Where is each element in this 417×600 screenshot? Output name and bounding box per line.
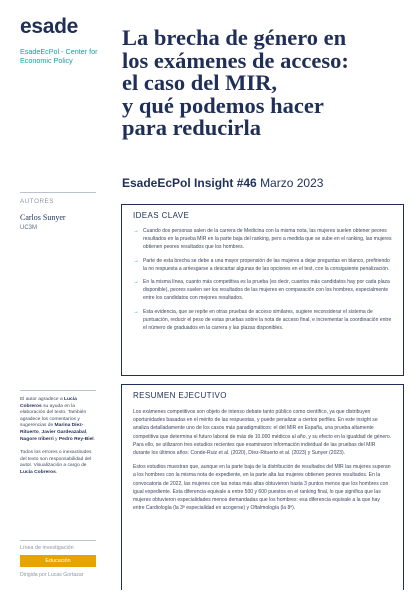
key-ideas-box [121,204,404,376]
list-item [133,227,392,252]
ack-person: Nagore Iriberri [20,436,54,442]
insight-line [122,176,323,190]
list-item-text: En la misma línea, cuanto más competitiva es la prueba (es decir, cuantos más candidatos hay por cada plaza disponible), peores suelen ser los resultados de las mujeres en comparación con los hombres, especialmente entre los candidatos con mejores resultados. [143,279,390,302]
list-item-text: Cuando dos personas salen de la carrera de Medicina con la misma nota, las mujeres suelen obtener peores resultados en la prueba MIR en la parte baja del ranking, pero a medida que se sube en el ranking, las mujeres obtienen peores resultados que los hombres. [143,228,392,251]
esade-logo: esade [20,15,79,38]
ack-text: El autor agradece a [20,397,65,402]
arrow-icon: → [133,257,139,264]
list-item-text: Esta evidencia, que se repite en otras pruebas de acceso similares, sugiere reconsiderar el sistema de puntuación, reducir el peso de estas pruebas sobre la nota de acceso final, e incrementar la coordinación entre el número de graduados en la carrera y las plazas disponibles. [143,308,392,332]
authors-section [20,192,96,231]
ack-person: Marina Díez-Rituerto [20,423,84,435]
executive-summary-box [121,384,404,590]
list-item [133,278,392,303]
brand-subtitle: EsadeEcPol - Center for Economic Policy [20,47,98,65]
summary-paragraph: Los exámenes competitivos son objeto de intenso debate tanto público como científico, ya que distribuyen oportunidades basadas en el mérito de las respuestas, y puede penalizar a ciertos perfiles. En este insight se analiza detalladamente uno de los casos más paradigmáticos: el del MIR en España, una prueba altamente competitiva que determina el futuro laboral de más de 10.000 médicos al año, y su efecto en la igualdad de género. Para ello, se utilizaron tres estudios recientes que examinaron información individual de las pruebas del MIR durante los últimos años: Conde-Ruiz et al. (2020), Díez-Rituerto et al. (2023) y Sunyer (2023). [133,409,392,457]
insight-series: EsadeEcPol Insight #46 [122,176,257,190]
list-item [133,257,392,273]
ack-person: Pedro Rey-Biel [58,436,94,442]
ack-text: su ayuda en la elaboración del texto. También agradece los comentarios y sugerencias de [20,403,87,429]
arrow-icon: → [133,228,139,234]
summary-heading: RESUMEN EJECUTIVO [133,391,227,400]
arrow-icon: → [133,279,139,286]
divider [20,540,96,541]
ack-person: Javier Gardeazabal [41,429,87,435]
acknowledgement-text [20,397,96,443]
research-line-director: Dirigida por Lucas Gortazar [20,572,84,578]
ack-person: Lucía Cobreros [20,397,77,409]
summary-paragraph: Estos estudios muestran que, aunque en la parte baja de la distribución de resultados del MIR las mujeres superan a los hombres con la misma nota de expediente, en la parte alta las mujeres obtienen peores resultados. En la convocatoria de 2022, las mujeres con las notas más altas obtuvieron hasta 3 puntos menos que los hombres con igual expediente. Esta diferencia equivale a entre 500 y 600 puestos en el ranking final, lo que significa que las mujeres obtuvieron especialidades menos demandadas que los hombres: esa diferencia equivale a la que hay entre Cardiología (la 3ª especialidad en acogerse) y Oftalmología (la 8ª). [133,464,391,512]
ack-text: . [55,469,58,475]
responsibility-text [20,450,96,476]
research-line-section [20,540,96,578]
ack-text: y [53,436,59,442]
divider [20,192,96,193]
brand-block [20,16,112,65]
insight-date: Marzo 2023 [260,176,324,190]
ack-text: . [93,436,96,442]
acknowledgements-section [20,390,96,477]
research-line-badge: Educación [20,555,96,567]
list-item-text: Parte de esta brecha se debe a una mayor propensión de las mujeres a dejar preguntas en blanco, prefiriendo la no respuesta a arriesgarse a descartar algunas de las opciones en el test, con la consiguiente penalización. [143,257,390,272]
divider [20,390,96,391]
arrow-icon: → [133,308,139,315]
research-line-label: Línea de investigación [20,545,74,551]
document-title: La brecha de género en los exámenes de acceso: el caso del MIR, y qué podemos hacer para reducirla [122,25,349,140]
ack-text: , [38,429,42,435]
authors-label: AUTORES [20,198,54,205]
list-item [133,308,392,333]
ack-text: , [86,429,88,435]
key-ideas-list [122,220,403,332]
ack-person: Lucía Cobreros [20,469,56,475]
author-affiliation: UC3M [20,225,38,231]
author-name: Carlos Sunyer [20,213,66,222]
ack-text: Todos los errores o inexactitudes del texto son responsabilidad del autor. Visualización a cargo de [20,450,92,469]
key-ideas-heading: IDEAS CLAVE [133,211,190,220]
